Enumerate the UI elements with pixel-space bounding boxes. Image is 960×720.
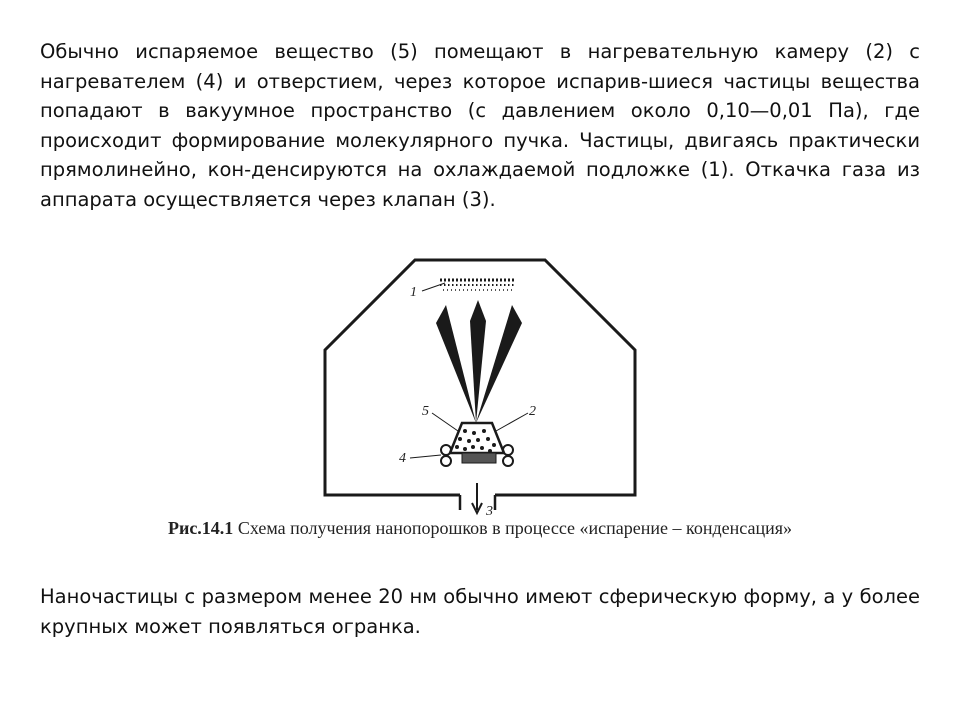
intro-paragraph: Обычно испаряемое вещество (5) помещают в нагревательную камеру (2) с нагревателем (4) и отверстием, через которое испарив-шиеся частицы вещества попадают в вакуумное пространство (с давлением около 0,10—0,01 Па), где происходит формирование молекулярного пучка. Частицы, двигаясь практически прямолинейно, кон-денсируются на охлаждаемой подложке (1). Откачка газа из аппарата осуществляется через клапан (3).: [40, 40, 920, 211]
label-2: 2: [529, 404, 536, 419]
label-4-leader: [410, 455, 441, 458]
figure-caption: [160, 517, 800, 539]
label-1: 1: [410, 285, 417, 300]
pump-out-arrow: [472, 483, 482, 513]
molecular-beams: [436, 300, 522, 423]
caption-label: Рис.14.1: [167, 518, 234, 538]
caption-text: Схема получения нанопорошков в процессе «испарение – конденсация»: [233, 518, 793, 538]
substrate-deposit: [440, 280, 515, 290]
label-3: 3: [486, 504, 493, 519]
label-2-leader: [496, 413, 528, 431]
label-1-leader: [422, 283, 445, 291]
evaporation-condensation-diagram: [300, 255, 660, 520]
label-5: 5: [422, 404, 429, 419]
hatched-base: [462, 453, 496, 463]
label-4: 4: [399, 451, 406, 466]
label-5-leader: [432, 413, 458, 431]
conclusion-paragraph: Наночастицы с размером менее 20 нм обычно имеют сферическую форму, а у более крупных может появляться огранка.: [40, 585, 920, 638]
